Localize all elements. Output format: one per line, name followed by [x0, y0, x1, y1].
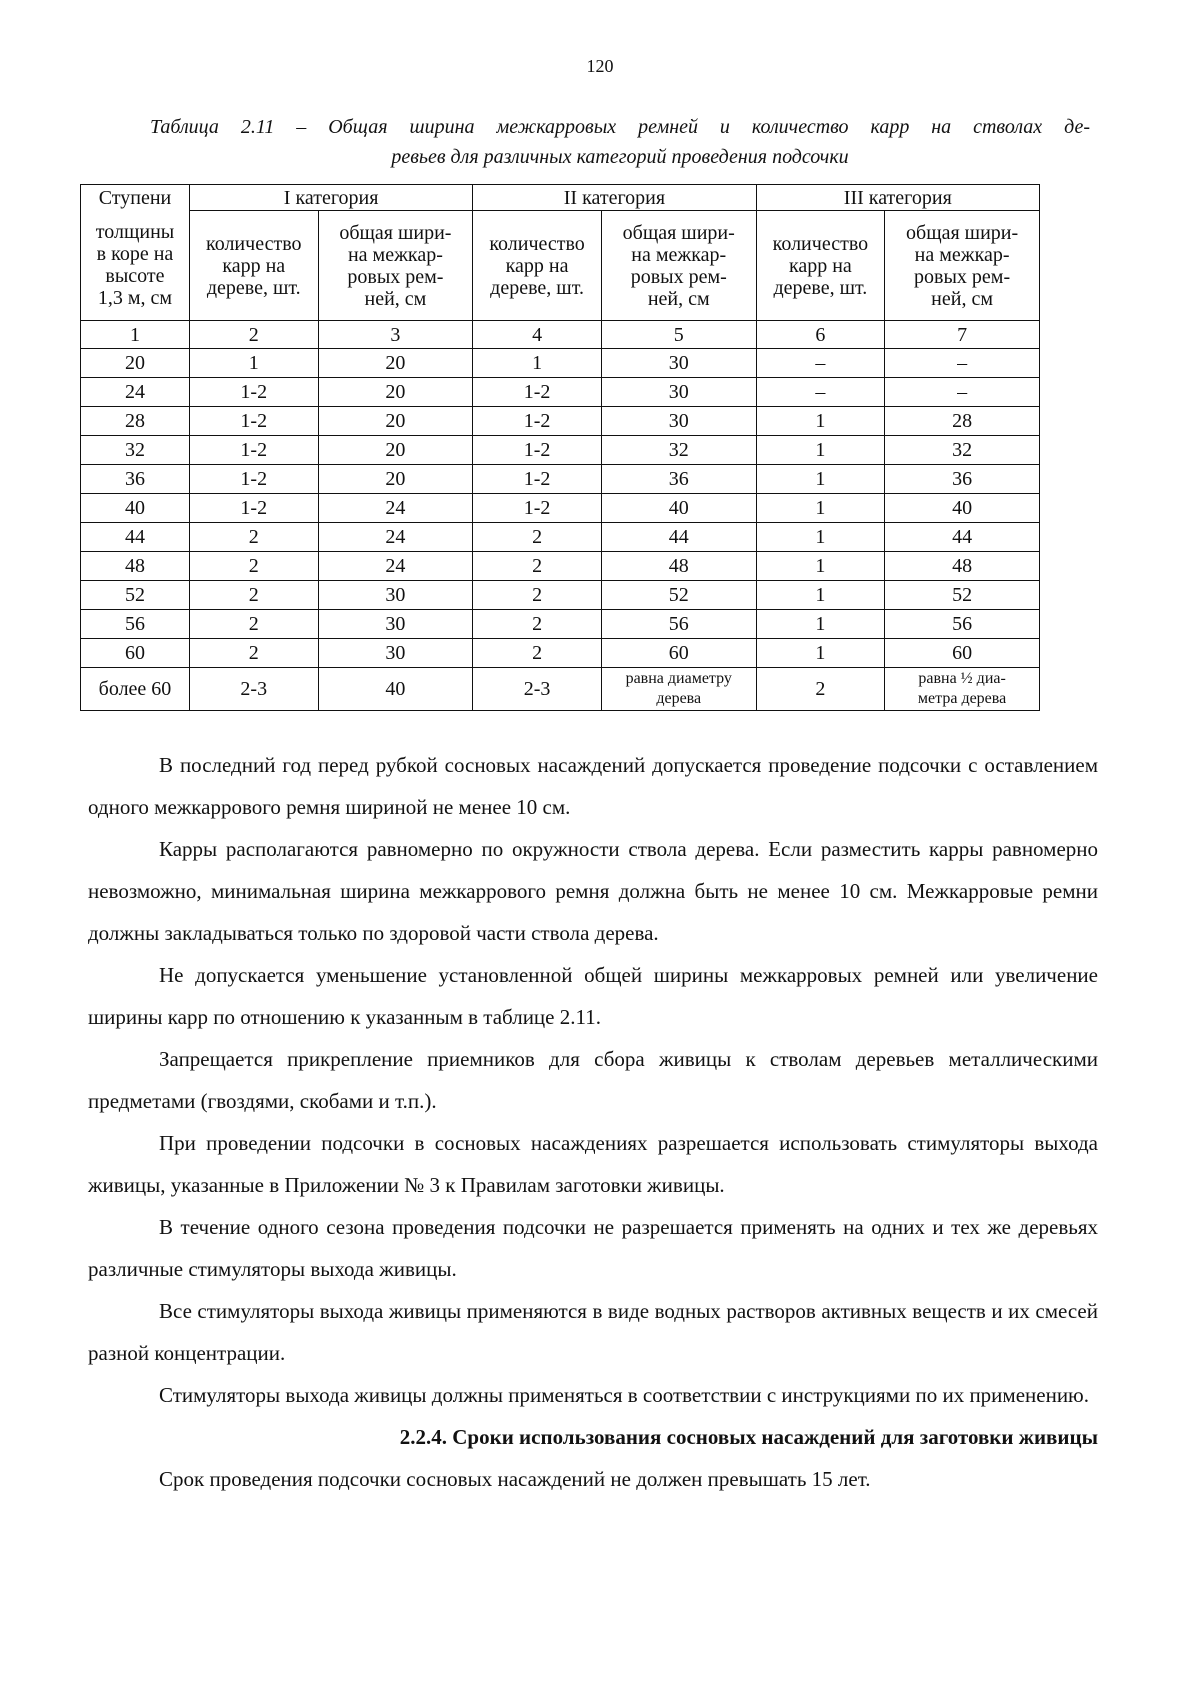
header-width-line: ровых рем-	[347, 265, 444, 288]
paragraph: В последний год перед рубкой сосновых насаждений допускается проведение подсочки с оставлением одного межкаррового ремня шириной не менее 10 см.	[88, 753, 1098, 819]
table-cell: 1-2	[189, 436, 318, 465]
table-cell: 1-2	[189, 378, 318, 407]
header-steps: Ступени	[81, 185, 190, 211]
header-width-line: общая шири-	[339, 221, 452, 244]
header-count-3	[756, 211, 885, 321]
paragraph: Карры располагаются равномерно по окружности ствола дерева. Если разместить карры равномерно невозможно, минимальная ширина межкаррового ремня должна быть не менее 10 см. Межкарровые ремни должны закладываться только по здоровой части ствола дерева.	[88, 837, 1098, 945]
table-cell: 44	[81, 523, 190, 552]
header-count-1	[189, 211, 318, 321]
table-cell: 44	[601, 523, 756, 552]
header-width-line: общая шири-	[622, 221, 735, 244]
table-cell: 20	[318, 407, 473, 436]
table-row	[81, 407, 1040, 436]
table-cell: 1-2	[473, 436, 602, 465]
table-cell: 1-2	[473, 465, 602, 494]
table-cell: 40	[81, 494, 190, 523]
table-cell-line: равна ½ диа-	[918, 670, 1006, 687]
table-row	[81, 523, 1040, 552]
table-cell: 1	[756, 436, 885, 465]
header-width-line: на межкар-	[347, 243, 443, 266]
paragraph: Все стимуляторы выхода живицы применяются в виде водных растворов активных веществ и их смесей разной концентрации.	[88, 1299, 1098, 1365]
column-number: 4	[473, 321, 602, 349]
header-count-2	[473, 211, 602, 321]
table-cell: 2	[756, 668, 885, 711]
table-row	[81, 378, 1040, 407]
table-cell: 30	[318, 639, 473, 668]
table-cell: 2-3	[189, 668, 318, 711]
header-width-line: на межкар-	[914, 243, 1010, 266]
header-count-line: количество	[206, 232, 302, 255]
table-cell: 1	[756, 407, 885, 436]
table-cell: 1-2	[473, 378, 602, 407]
page-number: 120	[586, 56, 614, 76]
header-width-line: ровых рем-	[630, 265, 727, 288]
table-cell: 24	[318, 523, 473, 552]
header-steps-line: 1,3 м, см	[97, 287, 173, 310]
table-cell: 20	[81, 349, 190, 378]
caption-line-2: ревьев для различных категорий проведения подсочки	[391, 146, 849, 168]
table-row	[81, 436, 1040, 465]
table-row	[81, 494, 1040, 523]
table-cell: –	[756, 349, 885, 378]
table-cell: 1-2	[473, 407, 602, 436]
caption-line-1: Таблица 2.11 – Общая ширина межкарровых ремней и количество карр на стволах де-	[150, 116, 1090, 138]
column-number: 5	[601, 321, 756, 349]
table-row	[81, 581, 1040, 610]
table-cell: 1	[473, 349, 602, 378]
column-number-row	[81, 321, 1040, 349]
table-cell: 48	[81, 552, 190, 581]
table-row	[81, 610, 1040, 639]
table-cell: 1-2	[189, 407, 318, 436]
header-width-2	[601, 211, 756, 321]
header-width-1	[318, 211, 473, 321]
header-width-3	[885, 211, 1040, 321]
table-cell: 52	[81, 581, 190, 610]
column-number: 7	[885, 321, 1040, 349]
table-cell	[885, 668, 1040, 711]
table-cell: 2	[189, 581, 318, 610]
header-category-3: III категория	[756, 185, 1039, 211]
header-width-line: ровых рем-	[914, 265, 1011, 288]
table-cell: 56	[601, 610, 756, 639]
table-cell: 60	[81, 639, 190, 668]
table-cell: 2	[189, 639, 318, 668]
table-cell: 36	[601, 465, 756, 494]
table-cell: 30	[318, 581, 473, 610]
table-cell: 1-2	[189, 494, 318, 523]
table-cell: 2	[473, 639, 602, 668]
table-cell: 20	[318, 349, 473, 378]
header-width-line: ней, см	[364, 287, 427, 310]
table-cell: 36	[885, 465, 1040, 494]
table-cell: 30	[318, 610, 473, 639]
table-cell: 40	[601, 494, 756, 523]
table-cell: 2-3	[473, 668, 602, 711]
header-count-line: карр на	[222, 254, 286, 277]
header-count-line: дереве, шт.	[773, 276, 868, 299]
table-cell: 32	[885, 436, 1040, 465]
table-cell: 1	[756, 523, 885, 552]
column-number: 1	[81, 321, 190, 349]
table-cell: 2	[189, 552, 318, 581]
table-cell: –	[756, 378, 885, 407]
header-steps-line: толщины	[95, 221, 175, 244]
paragraph: Запрещается прикрепление приемников для сбора живицы к стволам деревьев металлическими предметами (гвоздями, скобами и т.п.).	[88, 1047, 1098, 1113]
table-cell: 52	[885, 581, 1040, 610]
table-body	[81, 349, 1040, 668]
section-heading: 2.2.4. Сроки использования сосновых насаждений для заготовки живицы	[399, 1425, 1098, 1449]
header-steps-detail	[81, 211, 190, 321]
table-cell: 24	[81, 378, 190, 407]
table-cell: 52	[601, 581, 756, 610]
table-cell: 2	[473, 523, 602, 552]
table-cell: 40	[318, 668, 473, 711]
header-width-line: ней, см	[647, 287, 710, 310]
table-cell: 2	[473, 581, 602, 610]
header-category-1: I категория	[189, 185, 472, 211]
table-cell: 60	[601, 639, 756, 668]
final-paragraph: Срок проведения подсочки сосновых насаждений не должен превышать 15 лет.	[159, 1467, 871, 1491]
table-caption	[150, 112, 1090, 172]
table-cell: 48	[601, 552, 756, 581]
header-width-line: на межкар-	[631, 243, 727, 266]
body-text	[88, 744, 1098, 1500]
table-cell: 36	[81, 465, 190, 494]
paragraph: Стимуляторы выхода живицы должны применяться в соответствии с инструкциями по их применению.	[159, 1383, 1089, 1407]
table-cell: 30	[601, 407, 756, 436]
header-count-line: дереве, шт.	[490, 276, 584, 299]
table-cell-line: дерева	[656, 690, 702, 707]
table-row-last	[81, 668, 1040, 711]
header-width-line: общая шири-	[906, 221, 1019, 244]
table-cell: 2	[189, 523, 318, 552]
table-cell: 24	[318, 494, 473, 523]
paragraph: В течение одного сезона проведения подсочки не разрешается применять на одних и тех же деревьях различные стимуляторы выхода живицы.	[88, 1215, 1098, 1281]
column-number: 2	[189, 321, 318, 349]
table-cell: 44	[885, 523, 1040, 552]
table-row	[81, 465, 1040, 494]
paragraph: При проведении подсочки в сосновых насаждениях разрешается использовать стимуляторы выхода живицы, указанные в Приложении № 3 к Правилам заготовки живицы.	[88, 1131, 1098, 1197]
table-row	[81, 349, 1040, 378]
table-cell: 32	[81, 436, 190, 465]
column-number: 6	[756, 321, 885, 349]
header-count-line: карр на	[505, 254, 569, 277]
table-cell: 60	[885, 639, 1040, 668]
header-count-line: дереве, шт.	[206, 276, 301, 299]
table-cell: 30	[601, 349, 756, 378]
table-cell: 1	[756, 494, 885, 523]
table-cell: 28	[81, 407, 190, 436]
table-cell: 20	[318, 465, 473, 494]
table-row	[81, 552, 1040, 581]
table-cell: 56	[885, 610, 1040, 639]
table-cell: 56	[81, 610, 190, 639]
table-cell: –	[885, 349, 1040, 378]
table-cell: 20	[318, 436, 473, 465]
paragraph: Не допускается уменьшение установленной общей ширины межкарровых ремней или увеличение ширины карр по отношению к указанным в таблице 2.11.	[88, 963, 1098, 1029]
header-steps-line: в коре на	[96, 243, 174, 266]
table-cell-line: метра дерева	[917, 690, 1007, 707]
table-cell: 40	[885, 494, 1040, 523]
table-cell: 1	[756, 639, 885, 668]
table-cell: 28	[885, 407, 1040, 436]
table-cell: 1	[756, 610, 885, 639]
table-cell: –	[885, 378, 1040, 407]
header-category-2: II категория	[473, 185, 756, 211]
table-cell: 32	[601, 436, 756, 465]
table-cell: 1	[756, 552, 885, 581]
table-cell: 48	[885, 552, 1040, 581]
header-width-line: ней, см	[931, 287, 993, 310]
table-cell: 30	[601, 378, 756, 407]
table-cell: 24	[318, 552, 473, 581]
table-cell	[601, 668, 756, 711]
table-cell: 2	[473, 610, 602, 639]
table-cell: 1	[756, 581, 885, 610]
header-steps-line: высоте	[105, 265, 165, 288]
table-cell: 1	[756, 465, 885, 494]
table-cell: 1-2	[189, 465, 318, 494]
header-count-line: количество	[772, 232, 869, 255]
table-cell-line: равна диаметру	[625, 670, 732, 687]
table-cell: 1	[189, 349, 318, 378]
table-cell: 20	[318, 378, 473, 407]
table-cell: 2	[189, 610, 318, 639]
data-table	[80, 184, 1040, 711]
header-count-line: количество	[489, 232, 585, 255]
table-cell: более 60	[81, 668, 190, 711]
table-cell: 1-2	[473, 494, 602, 523]
table-row	[81, 639, 1040, 668]
table-cell: 2	[473, 552, 602, 581]
column-number: 3	[318, 321, 473, 349]
header-count-line: карр на	[788, 254, 852, 277]
